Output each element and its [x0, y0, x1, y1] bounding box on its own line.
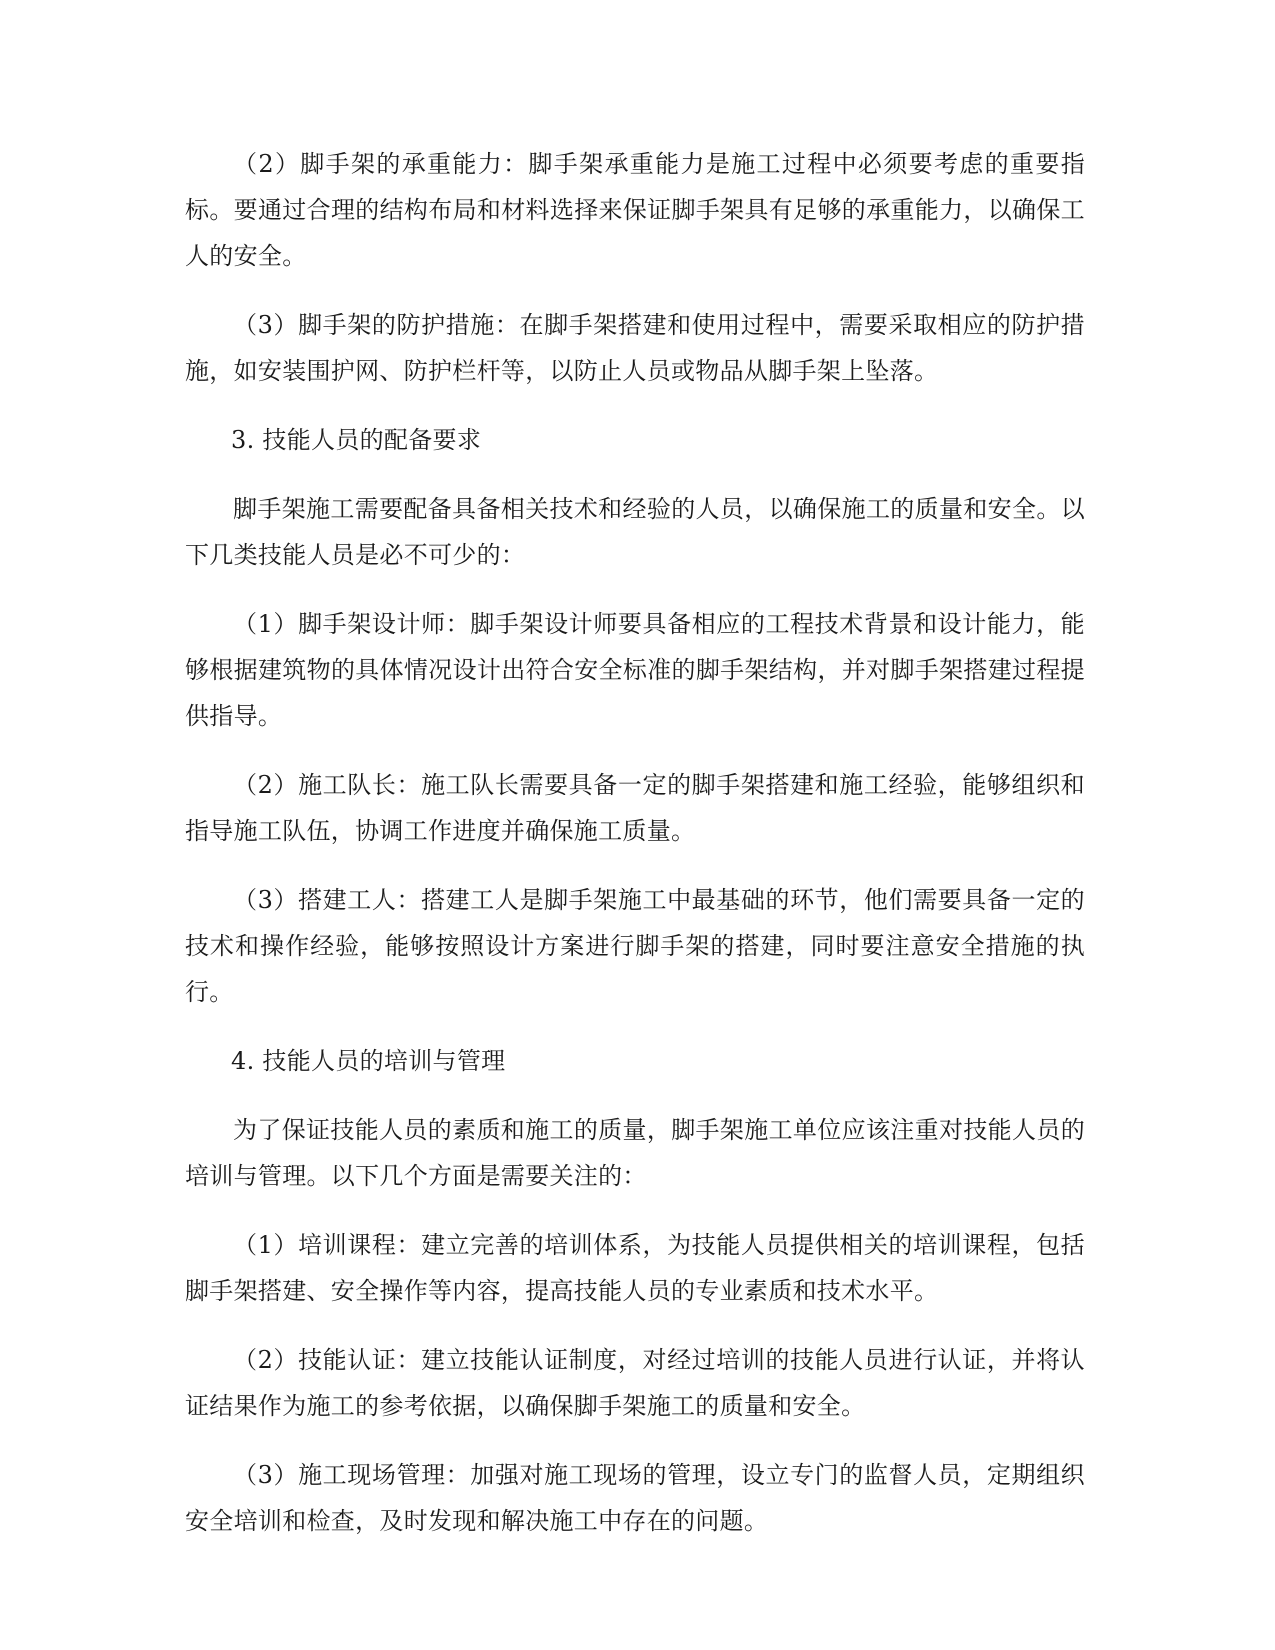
- paragraph-staffing-intro: 脚手架施工需要配备具备相关技术和经验的人员，以确保施工的质量和安全。以下几类技能人员是必不可少的：: [185, 495, 1085, 569]
- paragraph-training-courses: （1）培训课程：建立完善的培训体系，为技能人员提供相关的培训课程，包括脚手架搭建、安全操作等内容，提高技能人员的专业素质和技术水平。: [185, 1231, 1085, 1305]
- paragraph-training-intro: 为了保证技能人员的素质和施工的质量，脚手架施工单位应该注重对技能人员的培训与管理。以下几个方面是需要关注的：: [185, 1116, 1085, 1190]
- paragraph-protection-measures: （3）脚手架的防护措施：在脚手架搭建和使用过程中，需要采取相应的防护措施，如安装围护网、防护栏杆等，以防止人员或物品从脚手架上坠落。: [185, 311, 1085, 385]
- document-page: [185, 141, 1085, 1567]
- section-heading-staffing: 3. 技能人员的配备要求: [231, 426, 482, 454]
- paragraph-erection-workers: （3）搭建工人：搭建工人是脚手架施工中最基础的环节，他们需要具备一定的技术和操作经验，能够按照设计方案进行脚手架的搭建，同时要注意安全措施的执行。: [185, 886, 1085, 1006]
- paragraph-site-management: （3）施工现场管理：加强对施工现场的管理，设立专门的监督人员，定期组织安全培训和检查，及时发现和解决施工中存在的问题。: [185, 1461, 1085, 1535]
- paragraph-team-leader: （2）施工队长：施工队长需要具备一定的脚手架搭建和施工经验，能够组织和指导施工队伍，协调工作进度并确保施工质量。: [185, 771, 1085, 845]
- paragraph-skill-certification: （2）技能认证：建立技能认证制度，对经过培训的技能人员进行认证，并将认证结果作为施工的参考依据，以确保脚手架施工的质量和安全。: [185, 1346, 1085, 1420]
- paragraph-load-capacity: （2）脚手架的承重能力：脚手架承重能力是施工过程中必须要考虑的重要指标。要通过合理的结构布局和材料选择来保证脚手架具有足够的承重能力，以确保工人的安全。: [185, 150, 1085, 270]
- paragraph-designer: （1）脚手架设计师：脚手架设计师要具备相应的工程技术背景和设计能力，能够根据建筑物的具体情况设计出符合安全标准的脚手架结构，并对脚手架搭建过程提供指导。: [185, 610, 1085, 730]
- section-heading-training: 4. 技能人员的培训与管理: [231, 1047, 506, 1075]
